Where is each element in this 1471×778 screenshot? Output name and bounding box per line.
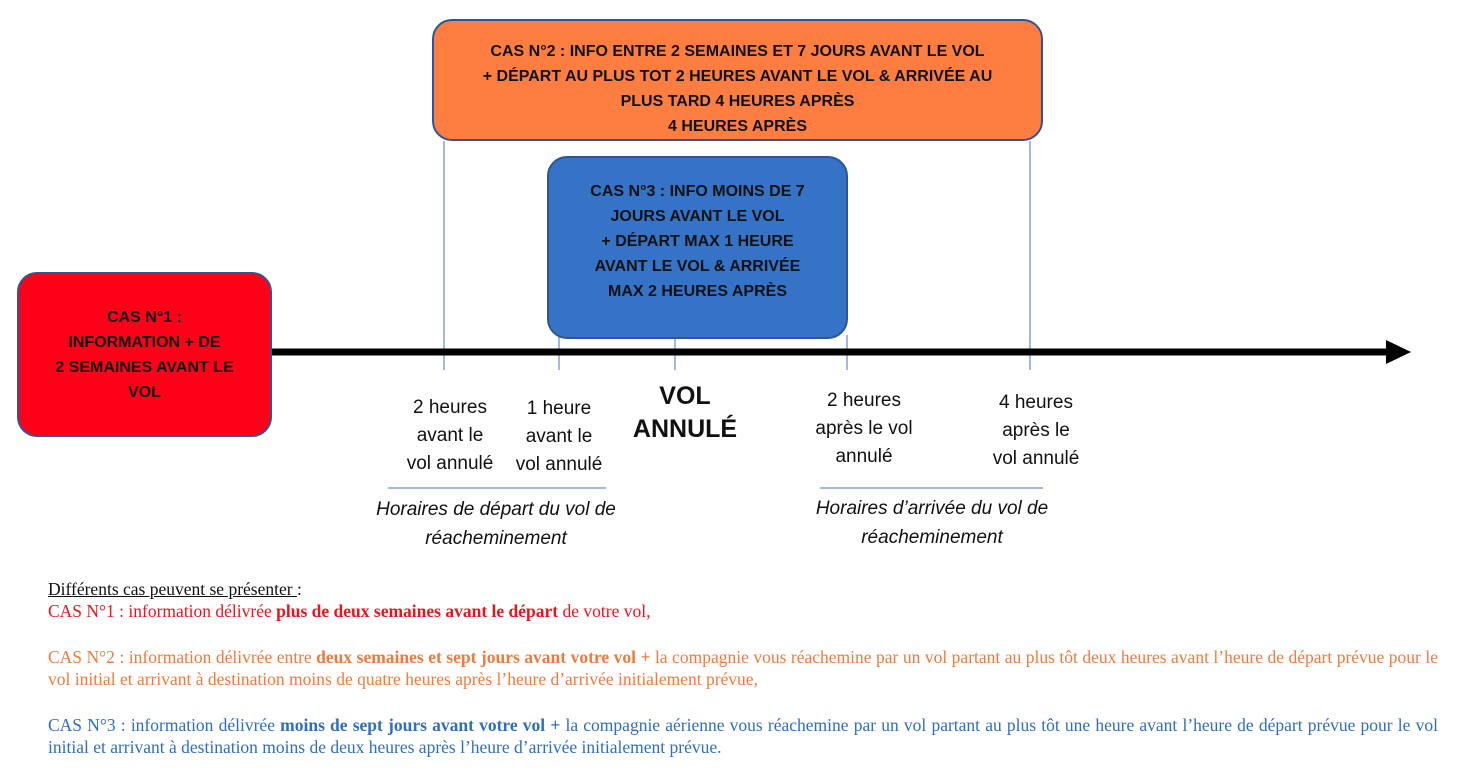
cas2-text-end: la compagnie vous réachemine par un vol partant au plus tôt deux heures avant l’heure de départ prévue pour le vol initial et arrivant à destination moins de quatre heures après l’heure d’arrivée initialement prévue, (48, 647, 1438, 689)
caption-arrival (816, 494, 1048, 552)
label-line: 2 heures (413, 397, 487, 418)
cas3-line: JOURS AVANT LE VOL (610, 208, 785, 225)
label-line: vol annulé (992, 448, 1080, 469)
label-line: après le vol (815, 418, 913, 439)
cas3-text-end: la compagnie aérienne vous réachemine par un vol partant au plus tôt une heure avant l’heure de départ prévue pour le vol initial et arrivant à destination moins de deux heures après l’heure d’arrivée initialement prévue. (48, 715, 1438, 757)
caption-line: Horaires d’arrivée du vol de (815, 498, 1049, 519)
label-line: avant le (525, 426, 593, 447)
cas1-line: INFORMATION + DE (68, 333, 221, 351)
cas1-bold: plus de deux semaines avant le départ (276, 601, 559, 621)
label-plus2h (815, 387, 912, 471)
cas3-line: AVANT LE VOL & ARRIVÉE (594, 258, 801, 275)
cas1-text-end: de votre vol, (558, 601, 651, 621)
cas1-line: VOL (128, 383, 161, 401)
caption-line: Horaires de départ du vol de (376, 499, 616, 520)
label-line: vol annulé (515, 454, 603, 475)
explanation-text (48, 578, 1438, 758)
cas3-paragraph (48, 714, 1438, 758)
caption-departure (376, 495, 616, 553)
label-line: 4 heures (999, 392, 1073, 413)
cas2-line: PLUS TARD 4 HEURES APRÈS (620, 93, 855, 110)
label-plus4h (993, 389, 1080, 473)
cas3-bold: moins de sept jours avant votre vol + (280, 715, 561, 735)
cas1-paragraph (48, 600, 1438, 622)
label-line: vol annulé (406, 453, 494, 474)
cas2-line-overflow: 4 HEURES APRÈS (668, 118, 807, 135)
intro-underlined: Différents cas peuvent se présenter (48, 579, 297, 599)
caption-line: réacheminement (425, 528, 567, 549)
label-line: 2 heures (827, 390, 901, 411)
cas2-text: CAS N°2 : information délivrée entre (48, 647, 317, 667)
cas2-line: CAS N°2 : INFO ENTRE 2 SEMAINES ET 7 JOURS AVANT LE VOL (490, 43, 985, 60)
label-line: avant le (416, 425, 484, 446)
intro-colon: : (296, 579, 302, 599)
intro-line (48, 578, 1438, 600)
cas1-line: CAS N°1 : (107, 308, 182, 326)
cas3-box (547, 156, 848, 339)
cas1-box (17, 272, 272, 437)
label-line: après le (1002, 420, 1070, 441)
label-line: 1 heure (526, 398, 592, 419)
label-vol-annule (633, 380, 737, 446)
cas3-line: MAX 2 HEURES APRÈS (608, 283, 787, 300)
cas1-line: 2 SEMAINES AVANT LE (55, 358, 234, 376)
label-minus1h (516, 395, 603, 479)
cas3-line: CAS N°3 : INFO MOINS DE 7 (590, 183, 805, 200)
caption-line: réacheminement (861, 527, 1003, 548)
cas2-bold: deux semaines et sept jours avant votre vol + (316, 647, 651, 667)
cas3-line: + DÉPART MAX 1 HEURE (601, 233, 794, 250)
cas3-text: CAS N°3 : information délivrée (48, 715, 281, 735)
cas2-line: + DÉPART AU PLUS TOT 2 HEURES AVANT LE VOL & ARRIVÉE AU (482, 68, 993, 85)
cas1-text: CAS N°1 : information délivrée (48, 601, 277, 621)
timeline-arrowhead-icon (1386, 340, 1411, 364)
cas2-paragraph (48, 646, 1438, 690)
cas2-box (432, 19, 1043, 141)
label-line: VOL (659, 382, 711, 410)
label-minus2h (407, 394, 494, 478)
label-line: ANNULÉ (632, 415, 738, 443)
label-line: annulé (835, 446, 893, 467)
